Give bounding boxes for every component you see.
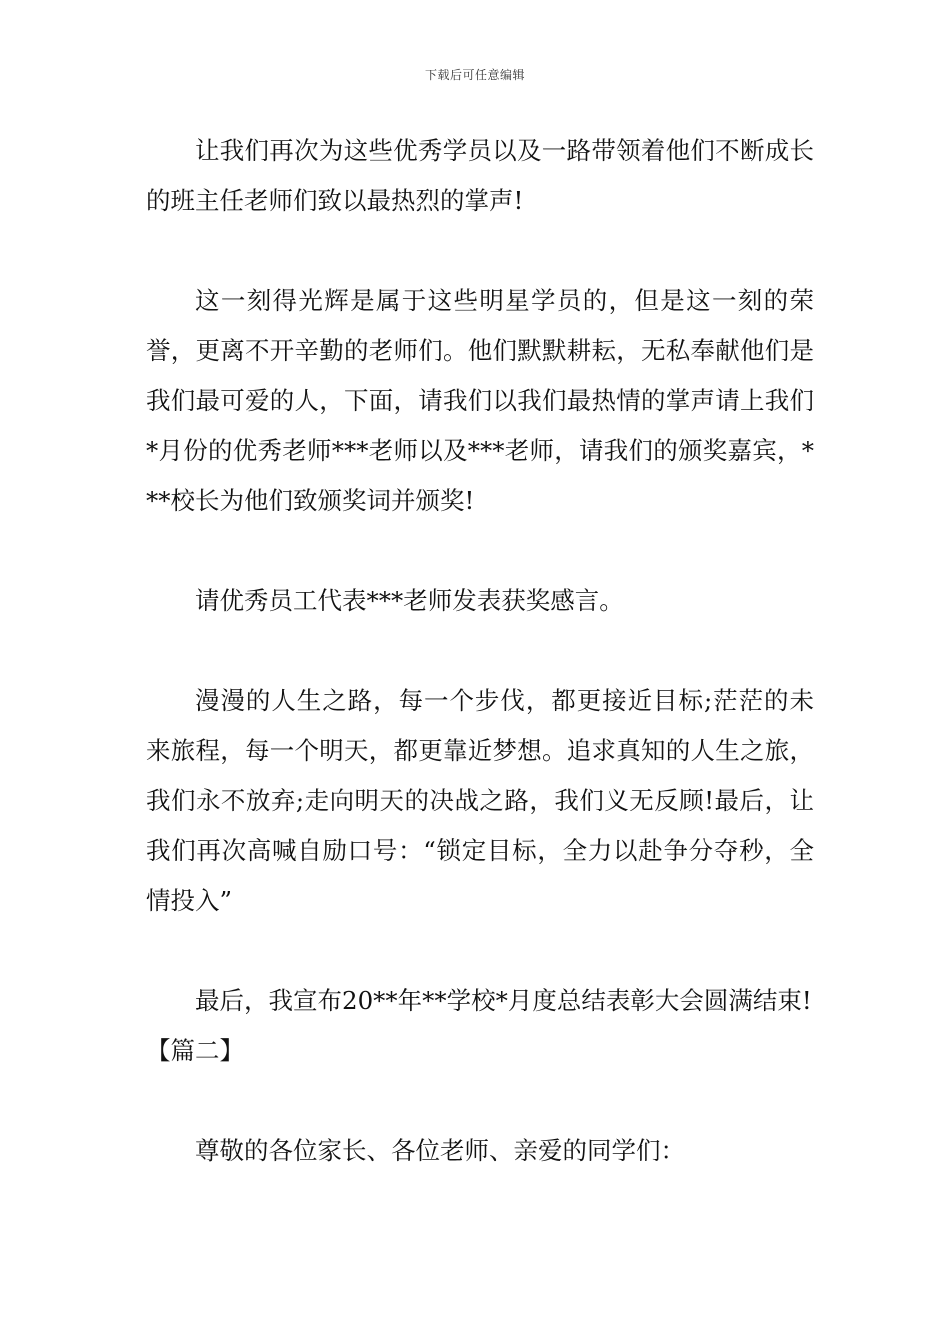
paragraph-speech-invitation: 请优秀员工代表***老师发表获奖感言。	[195, 586, 624, 615]
paragraph-applause: 让我们再次为这些优秀学员以及一路带领着他们不断成长的班主任老师们致以最热烈的掌声!	[146, 136, 814, 215]
page-header-note: 下载后可任意编辑	[424, 68, 525, 82]
section-marker: 【篇二】	[146, 1036, 244, 1065]
paragraph-motto: 漫漫的人生之路，每一个步伐，都更接近目标;茫茫的未来旅程，每一个明天，都更靠近梦想。追求真知的人生之旅，我们永不放弃;走向明天的决战之路，我们义无反顾!最后，让我们再次高喊自励口号：“锁定目标，全力以赴争分夺秒，全情投入”	[146, 686, 814, 915]
paragraph-closing-announcement: 最后，我宣布20**年**学校*月度总结表彰大会圆满结束!	[195, 986, 812, 1015]
paragraph-gap	[146, 1076, 814, 1126]
paragraph-gap	[146, 926, 814, 976]
paragraph-gap	[146, 226, 814, 276]
paragraph-gap	[146, 526, 814, 576]
paragraph-teachers-award: 这一刻得光辉是属于这些明星学员的，但是这一刻的荣誉，更离不开辛勤的老师们。他们默默耕耘，无私奉献他们是我们最可爱的人，下面，请我们以我们最热情的掌声请上我们*月份的优秀老师***老师以及***老师，请我们的颁奖嘉宾，***校长为他们致颁奖词并颁奖!	[146, 286, 814, 515]
document-body	[146, 126, 814, 1176]
paragraph-gap	[146, 626, 814, 676]
paragraph-greeting: 尊敬的各位家长、各位老师、亲爱的同学们：	[195, 1136, 685, 1165]
